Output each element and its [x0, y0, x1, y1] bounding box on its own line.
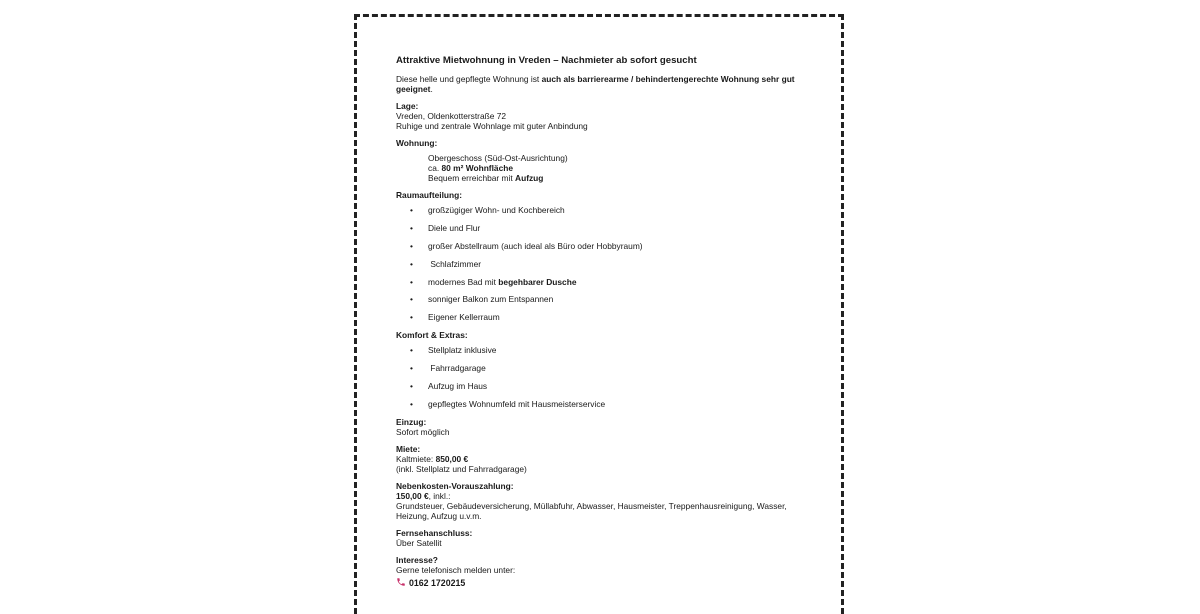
komfort-label: Komfort & Extras: — [396, 330, 468, 341]
room-item-text: großzügiger Wohn- und Kochbereich — [428, 205, 565, 215]
phone-number[interactable]: 0162 1720215 — [409, 577, 466, 588]
section-komfort — [396, 330, 816, 409]
room-item — [396, 312, 816, 322]
room-item-text: Schlafzimmer — [428, 258, 482, 269]
intro-text: Diese helle und gepflegte Wohnung ist — [396, 74, 542, 84]
room-item-text: modernes Bad mit — [428, 276, 499, 287]
section-lage — [396, 101, 816, 131]
wohnung-label: Wohnung: — [396, 138, 438, 148]
wohnung-area — [428, 163, 816, 173]
page-title: Attraktive Mietwohnung in Vreden – Nachmieter ab sofort gesucht — [396, 55, 697, 66]
wohnung-access-prefix: Bequem erreichbar mit — [428, 173, 516, 183]
komfort-item — [396, 381, 816, 391]
bullet-icon: • — [410, 258, 413, 269]
fernsehen-value: Über Satellit — [396, 537, 442, 548]
wohnung-area-prefix: ca. — [428, 163, 442, 173]
interesse-label: Interesse? — [396, 554, 438, 565]
room-item-text: Diele und Flur — [428, 222, 481, 233]
wohnung-area-value: 80 m² Wohnfläche — [441, 163, 514, 173]
room-item-text: Eigener Kellerraum — [428, 312, 500, 323]
bullet-icon: • — [410, 294, 413, 305]
bullet-icon: • — [410, 363, 413, 374]
interesse-text: Gerne telefonisch melden unter: — [396, 564, 516, 575]
section-miete — [396, 444, 816, 474]
room-item-text: großer Abstellraum (auch ideal als Büro oder Hobbyraum) — [428, 240, 643, 251]
komfort-list — [396, 345, 816, 409]
kaltmiete-label: Kaltmiete: — [396, 453, 436, 464]
bullet-icon: • — [410, 205, 413, 215]
phone-icon — [396, 577, 406, 589]
section-nebenkosten — [396, 481, 816, 521]
intro-paragraph — [396, 74, 816, 94]
lage-description: Ruhige und zentrale Wohnlage mit guter Anbindung — [396, 121, 588, 131]
lage-address: Vreden, Oldenkotterstraße 72 — [396, 111, 507, 121]
kaltmiete — [396, 454, 816, 464]
nebenkosten-label: Nebenkosten-Vorauszahlung: — [396, 480, 514, 491]
komfort-item — [396, 363, 816, 373]
document-page — [354, 14, 844, 614]
lage-label: Lage: — [396, 101, 419, 111]
document-content — [396, 55, 816, 589]
komfort-item — [396, 399, 816, 409]
nebenkosten-inkl: , inkl.: — [428, 490, 451, 501]
bullet-icon: • — [410, 222, 413, 233]
wohnung-floor: Obergeschoss (Süd-Ost-Ausrichtung) — [428, 153, 568, 163]
room-item — [396, 241, 816, 251]
wohnung-access — [428, 173, 816, 183]
room-item-text: sonniger Balkon zum Entspannen — [428, 294, 554, 305]
nebenkosten-details: Grundsteuer, Gebäudeversicherung, Müllabfuhr, Abwasser, Hausmeister, Treppenhausreinigung, Wasser, Heizung, Aufzug u.v.m. — [396, 500, 787, 521]
room-item — [396, 294, 816, 304]
room-item — [396, 259, 816, 269]
bullet-icon: • — [410, 398, 413, 409]
komfort-item-text: Stellplatz inklusive — [428, 345, 497, 356]
einzug-value: Sofort möglich — [396, 426, 450, 437]
wohnung-access-value: Aufzug — [515, 173, 544, 183]
kaltmiete-value: 850,00 € — [435, 453, 469, 464]
section-raumaufteilung — [396, 190, 816, 322]
komfort-item-text: Aufzug im Haus — [428, 381, 488, 392]
phone-contact[interactable] — [396, 577, 816, 589]
miete-label: Miete: — [396, 443, 421, 454]
bullet-icon: • — [410, 276, 413, 287]
nebenkosten-amount — [396, 491, 816, 501]
section-einzug — [396, 417, 816, 437]
komfort-item — [396, 345, 816, 355]
einzug-label: Einzug: — [396, 416, 427, 427]
section-interesse — [396, 555, 816, 589]
bullet-icon: • — [410, 240, 413, 251]
intro-end: . — [430, 84, 433, 94]
section-fernsehen — [396, 528, 816, 548]
room-item-bold: begehbarer Dusche — [498, 276, 577, 287]
miete-inkl: (inkl. Stellplatz und Fahrradgarage) — [396, 463, 527, 474]
rooms-list — [396, 205, 816, 322]
bullet-icon: • — [410, 381, 413, 392]
nebenkosten-value: 150,00 € — [396, 490, 429, 501]
bullet-icon: • — [410, 345, 413, 356]
room-item — [396, 223, 816, 233]
room-item — [396, 205, 816, 215]
raumaufteilung-label: Raumaufteilung: — [396, 190, 463, 200]
intro-bold: auch als barrierearme / behindertengerechte Wohnung sehr gut geeignet — [396, 74, 795, 94]
room-item — [396, 277, 816, 287]
section-wohnung — [396, 138, 816, 183]
fernsehen-label: Fernsehanschluss: — [396, 527, 473, 538]
komfort-item-text: gepflegtes Wohnumfeld mit Hausmeisterservice — [428, 398, 606, 409]
bullet-icon: • — [410, 312, 413, 323]
komfort-item-text: Fahrradgarage — [428, 363, 486, 374]
wohnung-details — [396, 153, 816, 183]
